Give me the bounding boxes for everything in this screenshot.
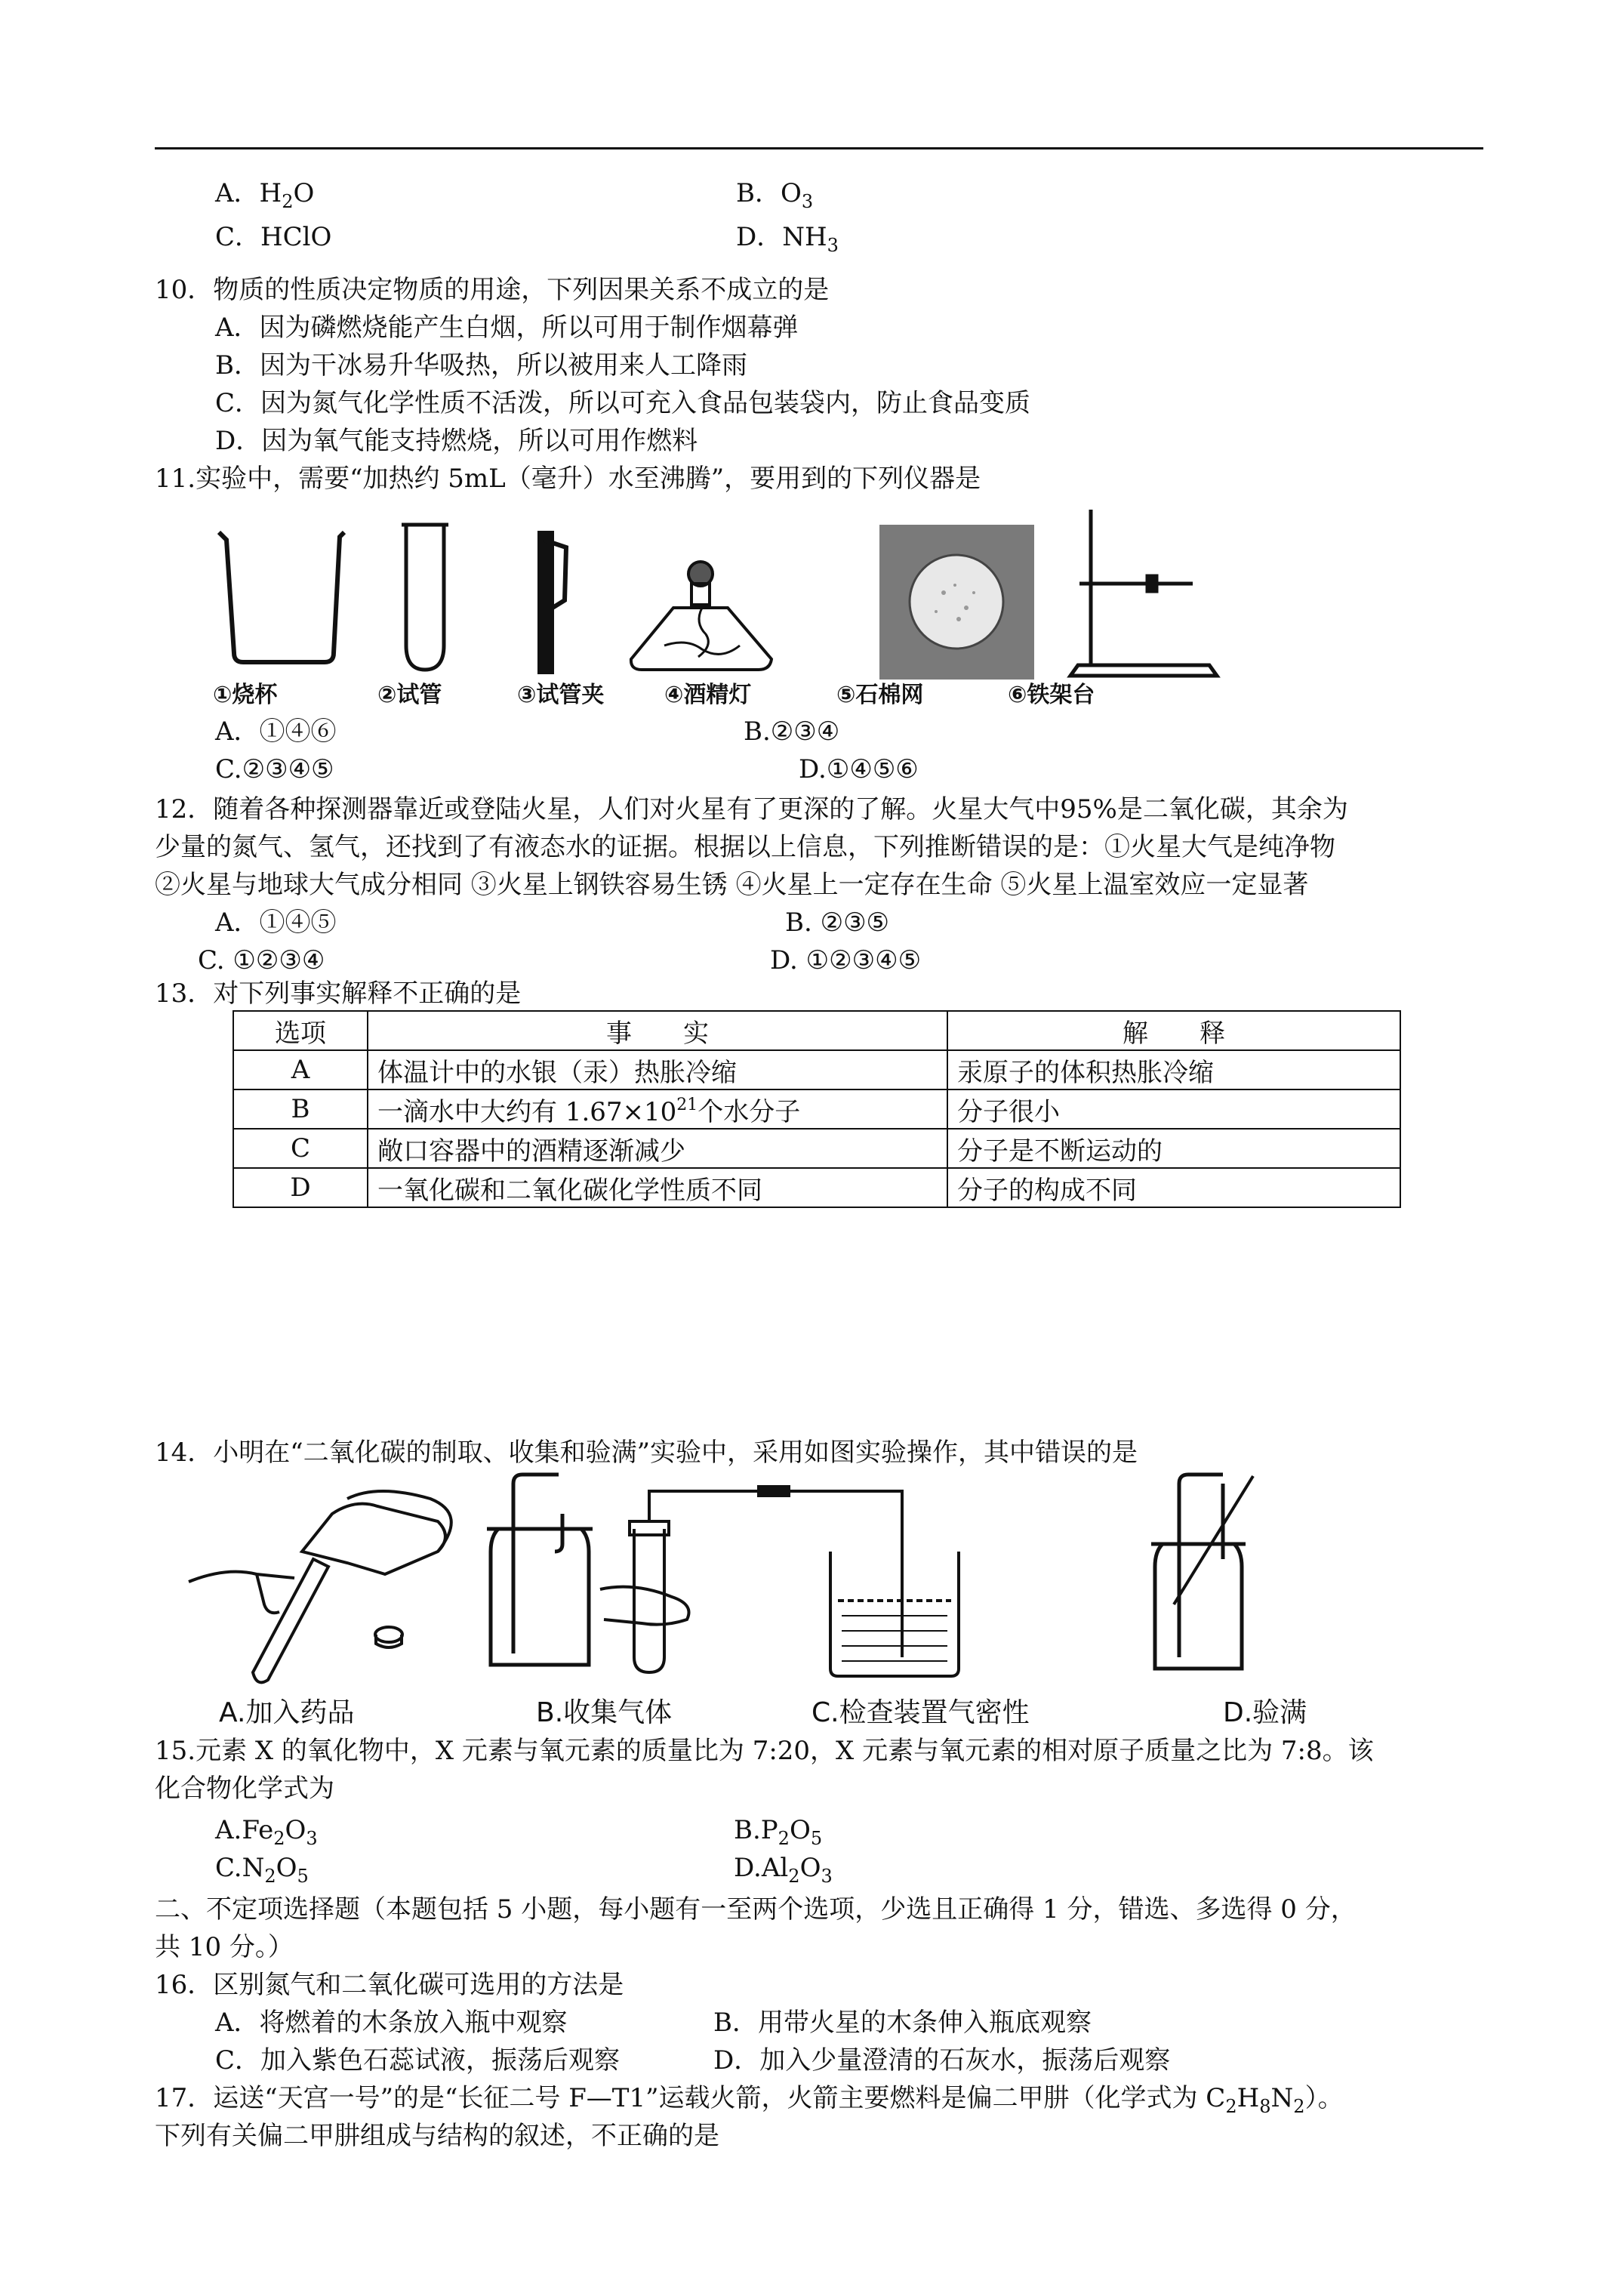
q9-option-a: A．$H_2O$	[215, 178, 315, 212]
q11-option-c: C.②③④⑤	[215, 754, 334, 784]
table-header-fact: 事 实	[368, 1011, 947, 1050]
table-cell-explanation: 汞原子的体积热胀冷缩	[947, 1050, 1400, 1089]
airtightness-check-icon	[600, 1487, 959, 1676]
q10-option-d: D．因为氧气能支持燃烧，所以可用作燃料	[215, 426, 698, 456]
q11-option-b: B.②③④	[744, 717, 840, 747]
table-row	[233, 1089, 1400, 1129]
q15-option-c: $C.N_2O_5$	[215, 1853, 309, 1887]
q16-option-d: D．加入少量澄清的石灰水，振荡后观察	[713, 2045, 1171, 2076]
table-cell-fact: 体温计中的水银（汞）热胀冷缩	[368, 1050, 947, 1089]
q9-option-d: D．$NH_3$	[736, 222, 839, 256]
table-cell-option: D	[233, 1168, 368, 1207]
table-cell-explanation: 分子的构成不同	[947, 1168, 1400, 1207]
header-rule	[155, 147, 1483, 149]
q11-caption-test-tube: ②试管	[377, 682, 442, 708]
q16-option-b: B．用带火星的木条伸入瓶底观察	[713, 2008, 1092, 2038]
q11-option-d: D.①④⑤⑥	[799, 754, 919, 784]
q14-caption-a: A.加入药品	[219, 1697, 355, 1728]
iron-stand-icon	[1070, 510, 1217, 676]
q9-option-b: B．$O_3$	[736, 178, 814, 212]
table-cell-explanation: 分子很小	[947, 1089, 1400, 1129]
q15-option-d: $D.Al_2O_3$	[734, 1853, 833, 1887]
test-tube-holder-icon	[537, 531, 566, 674]
q14-caption-b: B.收集气体	[536, 1697, 673, 1728]
q15-line-1: 15.元素 X 的氧化物中，X 元素与氧元素的质量比为 7:20，X 元素与氧元素的相对原子质量之比为 7:8。该	[155, 1736, 1374, 1766]
q14-caption-d: D.验满	[1223, 1697, 1307, 1728]
gas-collection-bottle-icon	[487, 1475, 593, 1665]
q11-caption-gauze: ⑤石棉网	[836, 682, 924, 708]
q11-caption-stand: ⑥铁架台	[1008, 682, 1095, 708]
table-cell-fact: 一氧化碳和二氧化碳化学性质不同	[368, 1168, 947, 1207]
table-header-option: 选项	[233, 1011, 368, 1050]
q10-stem: 10．物质的性质决定物质的用途，下列因果关系不成立的是	[155, 275, 830, 305]
q15-line-2: 化合物化学式为	[155, 1774, 334, 1804]
q11-option-a: A．①④⑥	[215, 717, 337, 747]
q10-option-c: C．因为氮气化学性质不活泼，所以可充入食品包装袋内，防止食品变质	[215, 388, 1031, 418]
asbestos-gauze-icon	[879, 525, 1034, 680]
table-row	[233, 1050, 1400, 1089]
q14-experiment-figure	[181, 1469, 1329, 1687]
table-cell-fact: 一滴水中大约有 $1.67\times 10^{21}$个水分子	[368, 1089, 947, 1129]
q17-line-2: 下列有关偏二甲肼组成与结构的叙述，不正确的是	[155, 2121, 719, 2151]
q16-option-c: C．加入紫色石蕊试液，振荡后观察	[215, 2045, 621, 2076]
q9-option-c: C．HClO	[215, 222, 332, 252]
section-2-line-2: 共 10 分。）	[155, 1932, 294, 1962]
q17-line-1: 17．运送“天宫一号”的是“长征二号 F—T1”运载火箭，火箭主要燃料是偏二甲肼（化学式为 $C_2H_8N_2$）。	[155, 2083, 1344, 2117]
q12-option-c: C. ①②③④	[198, 945, 325, 975]
q12-option-a: A．①④⑤	[215, 908, 337, 938]
table-cell-option: C	[233, 1129, 368, 1168]
q12-option-d: D. ①②③④⑤	[770, 945, 922, 975]
q13-stem: 13．对下列事实解释不正确的是	[155, 978, 522, 1009]
q14-stem: 14．小明在“二氧化碳的制取、收集和验满”实验中，采用如图实验操作，其中错误的是	[155, 1438, 1138, 1468]
table-row	[233, 1168, 1400, 1207]
table-header-explanation: 解 释	[947, 1011, 1400, 1050]
q16-stem: 16．区别氮气和二氧化碳可选用的方法是	[155, 1970, 624, 2000]
q12-line-2: 少量的氮气、氢气，还找到了有液态水的证据。根据以上信息，下列推断错误的是：①火星大气是纯净物	[155, 832, 1335, 862]
q11-caption-lamp: ④酒精灯	[664, 682, 752, 708]
q13-facts-table	[233, 1010, 1401, 1208]
q11-stem: 11.实验中，需要“加热约 5mL（毫升）水至沸腾”，要用到的下列仪器是	[155, 464, 981, 494]
q14-caption-c: C.检查装置气密性	[812, 1697, 1030, 1728]
q11-caption-holder: ③试管夹	[517, 682, 605, 708]
q12-line-3: ②火星与地球大气成分相同 ③火星上钢铁容易生锈 ④火星上一定存在生命 ⑤火星上温室效应一定显著	[155, 870, 1309, 900]
beaker-icon	[219, 532, 344, 662]
test-tube-icon	[402, 525, 448, 670]
q15-option-a: $A.Fe_2O_3$	[215, 1815, 318, 1849]
table-header-row	[233, 1011, 1400, 1050]
q10-option-b: B．因为干冰易升华吸热，所以被用来人工降雨	[215, 350, 747, 381]
alcohol-lamp-icon	[631, 562, 771, 670]
gas-full-check-icon	[1151, 1475, 1253, 1669]
table-row	[233, 1129, 1400, 1168]
table-cell-fact: 敞口容器中的酒精逐渐减少	[368, 1129, 947, 1168]
q12-line-1: 12．随着各种探测器靠近或登陆火星，人们对火星有了更深的了解。火星大气中95%是二氧化碳，其余为	[155, 794, 1348, 824]
q12-option-b: B. ②③⑤	[785, 908, 890, 938]
table-cell-option: A	[233, 1050, 368, 1089]
table-cell-explanation: 分子是不断运动的	[947, 1129, 1400, 1168]
section-2-line-1: 二、不定项选择题（本题包括 5 小题，每小题有一至两个选项，少选且正确得 1 分，错选、多选得 0 分，	[155, 1894, 1357, 1925]
table-cell-option: B	[233, 1089, 368, 1129]
q16-option-a: A．将燃着的木条放入瓶中观察	[215, 2008, 568, 2038]
q15-option-b: $B.P_2O_5$	[734, 1815, 823, 1849]
adding-reagent-icon	[189, 1491, 451, 1682]
q11-caption-beaker: ①烧杯	[213, 682, 278, 708]
q10-option-a: A．因为磷燃烧能产生白烟，所以可用于制作烟幕弹	[215, 313, 799, 343]
